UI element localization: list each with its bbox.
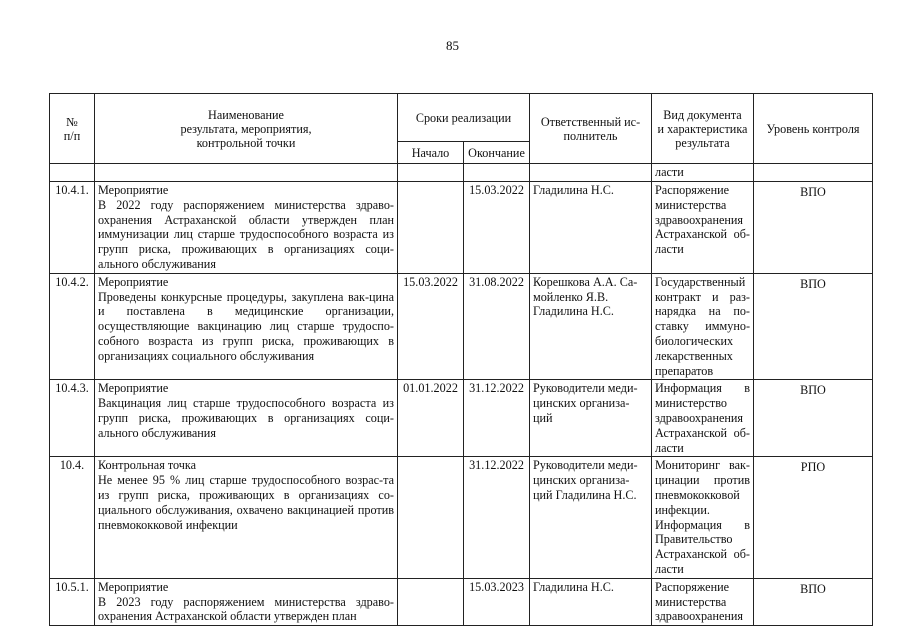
table-row [50,457,873,578]
header-document: Вид документа и характеристика результата [652,94,754,164]
row-document: Распоряжение министерства здравоохранения [652,578,754,625]
row-description [95,273,398,380]
row-responsible: Гладилина Н.С. [530,578,652,625]
row-type: Контрольная точка [98,458,197,473]
row-number: 10.4.3. [50,380,95,457]
row-type: Мероприятие [98,274,169,289]
row-description [95,182,398,274]
doc-continuation: ласти [652,164,754,182]
row-text: Не менее 95 % лиц старше трудоспособного возрас-та из групп риска, проживающих в организациях со-циального обслуживания, охвачено вакцинацией против пневмококковой инфекции [98,473,394,532]
header-name: Наименование результата, мероприятия, контрольной точки [95,94,398,164]
table-row [50,578,873,625]
row-level: ВПО [754,273,873,380]
row-number: 10.4.1. [50,182,95,274]
row-text: В 2023 году распоряжением министерства здраво-охранения Астраханской области утвержден план [98,594,394,624]
header-level: Уровень контроля [754,94,873,164]
row-start [398,457,464,578]
row-responsible: Руководители меди-цинских организа-ций [530,380,652,457]
table-header [50,94,873,164]
table-row [50,380,873,457]
row-document: Мониторинг вак-цинации против пневмококковой инфекции. Информация в Правительство Астраханской об-ласти [652,457,754,578]
row-document: Распоряжение министерства здравоохранения Астраханской об-ласти [652,182,754,274]
header-start: Начало [398,142,464,164]
row-start [398,182,464,274]
row-end: 31.12.2022 [464,457,530,578]
row-description [95,578,398,625]
row-description [95,380,398,457]
table-row [50,273,873,380]
row-type: Мероприятие [98,183,169,197]
row-responsible: Гладилина Н.С. [530,182,652,274]
row-end: 15.03.2022 [464,182,530,274]
row-level: РПО [754,457,873,578]
row-document: Информация в министерство здравоохранения Астраханской об-ласти [652,380,754,457]
header-num: № п/п [50,94,95,164]
row-responsible: Корешкова А.А. Са-мойленко Я.В. Гладилина Н.С. [530,273,652,380]
row-text: В 2022 году распоряжением министерства здраво-охранения Астраханской области утвержден план иммунизации лиц старше трудоспособного возраста из групп риска, проживающих в организациях соци-ального обслуживания [98,197,394,271]
row-number: 10.5.1. [50,578,95,625]
row-level: ВПО [754,182,873,274]
row-responsible: Руководители меди-цинских организа-ций Гладилина Н.С. [530,457,652,578]
row-start [398,578,464,625]
row-number: 10.4. [50,457,95,578]
row-start: 15.03.2022 [398,273,464,380]
row-end: 15.03.2023 [464,578,530,625]
header-end: Окончание [464,142,530,164]
row-document: Государственный контракт и раз-нарядка на по-ставку иммуно-биологических лекарственных препаратов [652,273,754,380]
row-start: 01.01.2022 [398,380,464,457]
row-type: Мероприятие [98,579,169,594]
row-end: 31.08.2022 [464,273,530,380]
header-responsible: Ответственный ис- полнитель [530,94,652,164]
table-row [50,182,873,274]
header-period: Сроки реализации [398,94,530,142]
continuation-row [50,164,873,182]
row-text: Вакцинация лиц старше трудоспособного возраста из групп риска, проживающих в организациях соци-ального обслуживания [98,396,394,440]
page-number: 85 [446,38,459,53]
row-level: ВПО [754,578,873,625]
row-end: 31.12.2022 [464,380,530,457]
row-level: ВПО [754,380,873,457]
row-description [95,457,398,578]
row-text: Проведены конкурсные процедуры, закуплена вак-цина и поставлена в медицинские организации, осуществляющие вакцинацию лиц старше трудоспо-собного возраста из групп риска, проживающих в организациях социального обслуживания [98,289,394,363]
plan-table [49,93,873,626]
row-number: 10.4.2. [50,273,95,380]
row-type: Мероприятие [98,381,169,396]
